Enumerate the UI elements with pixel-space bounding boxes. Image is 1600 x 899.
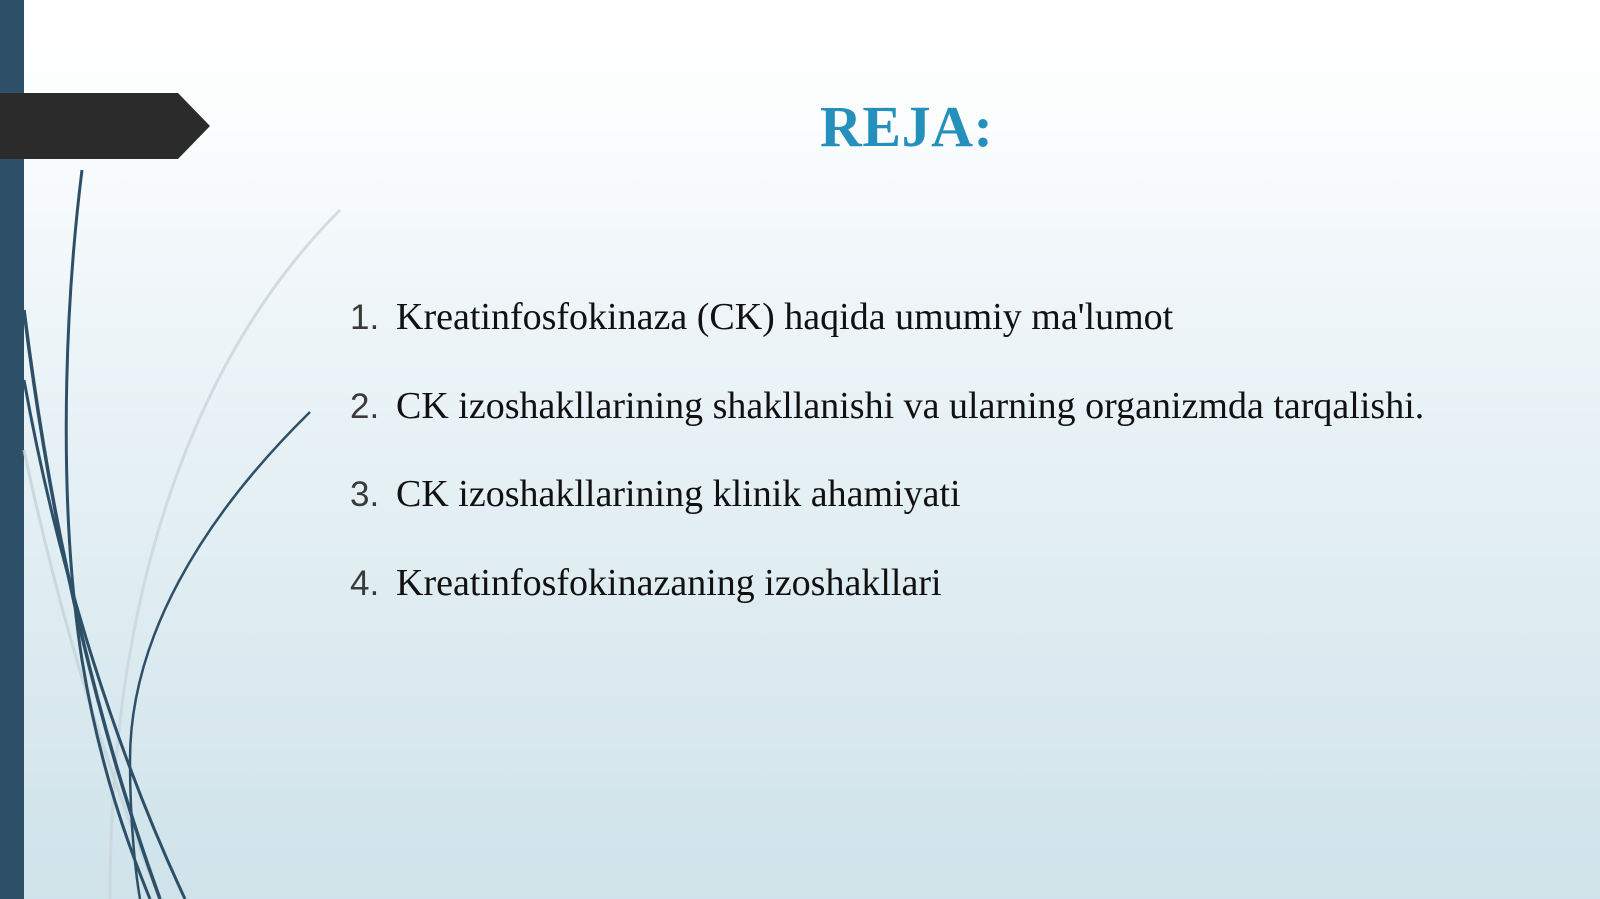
agenda-item-number: 3. [350, 475, 380, 514]
agenda-item-text: CK izoshakllarining klinik ahamiyati [396, 473, 961, 515]
agenda-item-2 [350, 381, 1424, 470]
agenda-item-number: 1. [350, 298, 380, 337]
slide-title: REJA: [820, 94, 994, 159]
agenda-item-1 [350, 292, 1424, 381]
agenda-item-number: 2. [350, 386, 380, 426]
agenda-item-4 [350, 558, 1424, 647]
agenda-list [350, 292, 1424, 646]
agenda-item-number: 4. [350, 563, 380, 603]
agenda-item-text: Kreatinfosfokinaza (CK) haqida umumiy ma'lumot [396, 296, 1174, 338]
agenda-item-text: Kreatinfosfokinazaning izoshakllari [396, 561, 942, 604]
arrow-tab-shape-icon [0, 93, 210, 159]
agenda-item-3 [350, 469, 1424, 558]
agenda-item-text: CK izoshakllarining shakllanishi va ularning organizmda tarqalishi. [396, 384, 1425, 427]
